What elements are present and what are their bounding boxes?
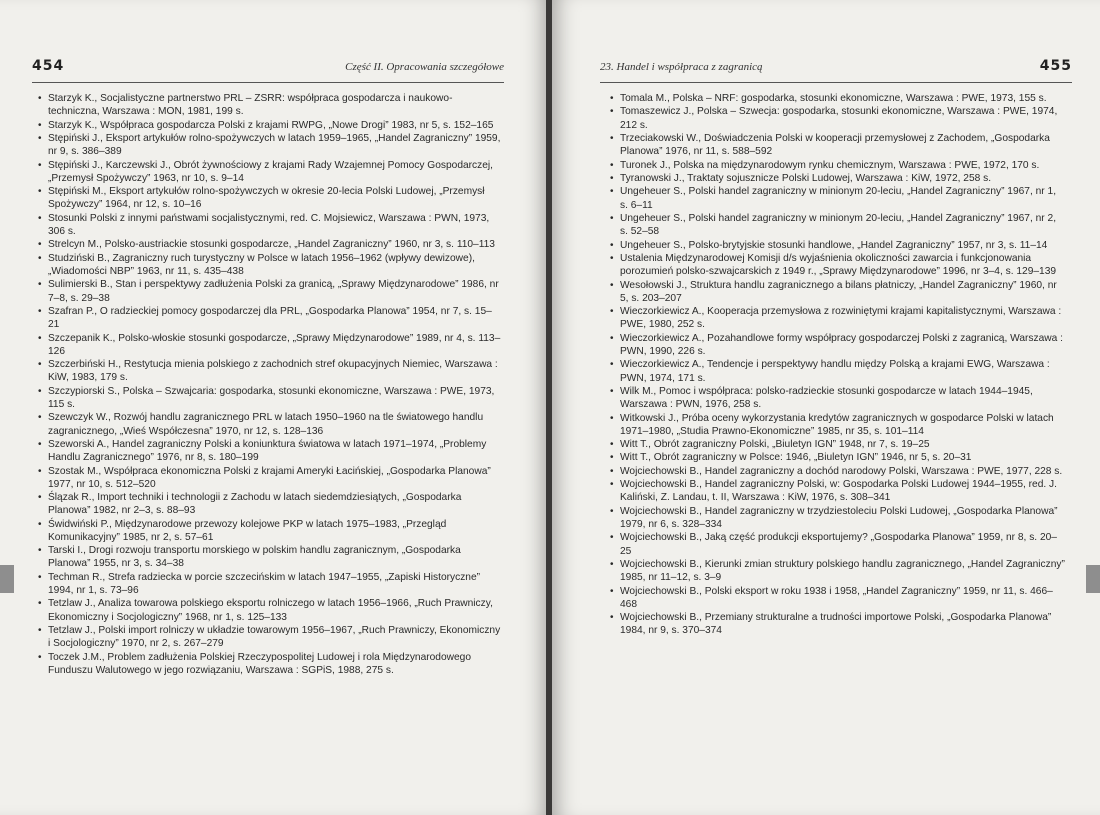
thumb-index-tab: [1086, 565, 1100, 593]
entry-text: Studziński B., Zagraniczny ruch turystyczny w Polsce w latach 1956–1962 (wpływy dewizowe), „Wiadomości NBP” 1963, nr 11, s. 435–438: [48, 252, 475, 277]
bibliography-entry: [610, 451, 1066, 464]
entry-text: Stępiński J., Eksport artykułów rolno-spożywczych w latach 1959–1965, „Handel Zagraniczny” 1959, nr 9, s. 386–389: [48, 132, 501, 158]
bullet-icon: •: [610, 212, 614, 224]
bibliography-entry: [610, 505, 1066, 531]
bibliography-entry: [38, 385, 502, 411]
bullet-icon: •: [610, 132, 614, 144]
left-page-header: [32, 58, 504, 83]
bibliography-entry: [38, 305, 502, 331]
bullet-icon: •: [38, 159, 42, 171]
bibliography-entry: [610, 358, 1066, 384]
bullet-icon: •: [610, 452, 614, 464]
bibliography-entry: [38, 651, 502, 677]
bullet-icon: •: [610, 465, 614, 477]
bullet-icon: •: [610, 186, 614, 198]
bibliography-entry: [610, 92, 1066, 105]
entry-text: Sulimierski B., Stan i perspektywy zadłużenia Polski za granicą, „Sprawy Międzynarodowe” 1986, nr 7–8, s. 29–38: [48, 279, 499, 304]
bibliography-entry: [38, 212, 502, 238]
bullet-icon: •: [38, 252, 42, 264]
entry-text: Wojciechowski B., Handel zagraniczny Polski, w: Gospodarka Polski Ludowej 1944–1955, red. J. Kaliński, Z. Landau, t. II, Warszawa : KiW, 1976, s. 308–341: [620, 479, 1057, 504]
bullet-icon: •: [610, 239, 614, 251]
entry-text: Szczypiorski S., Polska – Szwajcaria: gospodarka, stosunki ekonomiczne, Warszawa : PWE, 1973, 115 s.: [48, 385, 495, 410]
bullet-icon: •: [38, 305, 42, 317]
entry-text: Szeworski A., Handel zagraniczny Polski a koniunktura światowa w latach 1971–1974, „Problemy Handlu Zagranicznego” 1976, nr 8, s. 180–199: [48, 438, 487, 464]
bibliography-entry: [610, 159, 1066, 172]
bibliography-entry: [610, 172, 1066, 185]
bibliography-entry: [38, 411, 502, 437]
bullet-icon: •: [38, 651, 42, 663]
entry-text: Stosunki Polski z innymi państwami socjalistycznymi, red. C. Mojsiewicz, Warszawa : PWN, 1973, 306 s.: [48, 212, 490, 237]
bullet-icon: •: [610, 479, 614, 491]
bibliography-entry: [38, 159, 502, 185]
entry-text: Ślązak R., Import techniki i technologii z Zachodu w latach siedemdziesiątych, „Gospodarka Planowa” 1982, nr 2–3, s. 88–93: [48, 492, 462, 517]
entry-text: Stępiński M., Eksport artykułów rolno-spożywczych w okresie 20-lecia Polski Ludowej, „Przemysł Spożywczy” 1964, nr 12, s. 10–16: [48, 186, 485, 211]
entry-text: Strelcyn M., Polsko-austriackie stosunki gospodarcze, „Handel Zagraniczny” 1960, nr 3, s. 110–113: [48, 239, 495, 251]
bibliography-entry: [610, 332, 1066, 358]
entry-text: Ungeheuer S., Polsko-brytyjskie stosunki handlowe, „Handel Zagraniczny” 1957, nr 3, s. 11–14: [620, 239, 1048, 251]
bullet-icon: •: [610, 106, 614, 118]
bibliography-entry: [38, 185, 502, 211]
entry-text: Tyranowski J., Traktaty sojusznicze Polski Ludowej, Warszawa : KiW, 1972, 258 s.: [620, 172, 992, 184]
entry-text: Wesołowski J., Struktura handlu zagranicznego a bilans płatniczy, „Handel Zagraniczny” 1960, nr 5, s. 203–207: [620, 279, 1057, 304]
bullet-icon: •: [38, 625, 42, 637]
entry-text: Szafran P., O radzieckiej pomocy gospodarczej dla PRL, „Gospodarka Planowa” 1954, nr 7, s. 15–21: [48, 305, 492, 331]
entry-text: Tetzlaw J., Analiza towarowa polskiego eksportu rolniczego w latach 1956–1966, „Ruch Prawniczy, Ekonomiczny i Socjologiczny” 1968, nr 1, s. 125–133: [48, 598, 493, 623]
bibliography-entry: [610, 465, 1066, 478]
bullet-icon: •: [38, 279, 42, 291]
right-page-header: [600, 58, 1072, 83]
bullet-icon: •: [610, 612, 614, 624]
bibliography-entry: [610, 252, 1066, 278]
bullet-icon: •: [610, 279, 614, 291]
entry-text: Wieczorkiewicz A., Kooperacja przemysłowa z rozwiniętymi krajami kapitalistycznymi, Warszawa : PWE, 1980, 252 s.: [620, 306, 1062, 331]
bibliography-entry: [610, 412, 1066, 438]
running-head: 23. Handel i współpraca z zagranicą: [600, 61, 763, 73]
entry-text: Szczerbiński H., Restytucja mienia polskiego z zachodnich stref okupacyjnych Niemiec, Warszawa : KiW, 1983, 179 s.: [48, 359, 498, 384]
bullet-icon: •: [38, 412, 42, 424]
bullet-icon: •: [610, 159, 614, 171]
bullet-icon: •: [610, 252, 614, 264]
bibliography-list: [38, 92, 502, 677]
thumb-index-tab: [0, 565, 14, 593]
bullet-icon: •: [610, 412, 614, 424]
right-page: [552, 0, 1100, 815]
bullet-icon: •: [610, 172, 614, 184]
entry-text: Starzyk K., Współpraca gospodarcza Polski z krajami RWPG, „Nowe Drogi” 1983, nr 5, s. 152–165: [48, 119, 494, 131]
bullet-icon: •: [610, 93, 614, 104]
bullet-icon: •: [610, 332, 614, 344]
bullet-icon: •: [38, 492, 42, 504]
bibliography-entry: [38, 597, 502, 623]
entry-text: Świdwiński P., Międzynarodowe przewozy kolejowe PKP w latach 1975–1983, „Przegląd Komunikacyjny” 1985, nr 2, s. 57–61: [48, 518, 447, 543]
entry-text: Wieczorkiewicz A., Tendencje i perspektywy handlu między Polską a krajami EWG, Warszawa : PWN, 1974, 171 s.: [620, 359, 1050, 384]
bibliography-entry: [610, 305, 1066, 331]
bullet-icon: •: [38, 385, 42, 397]
bullet-icon: •: [610, 385, 614, 397]
entry-text: Tarski I., Drogi rozwoju transportu morskiego w polskim handlu zagranicznym, „Gospodarka Planowa” 1955, nr 3, s. 34–38: [48, 545, 461, 570]
entry-text: Ungeheuer S., Polski handel zagraniczny w minionym 20-leciu, „Handel Zagraniczny” 1967, nr 1, s. 6–11: [620, 186, 1057, 211]
entry-text: Wojciechowski B., Kierunki zmian struktury polskiego handlu zagranicznego, „Handel Zagraniczny” 1985, nr 11–12, s. 3–9: [620, 559, 1065, 584]
bibliography-entry: [610, 212, 1066, 238]
entry-text: Trzeciakowski W., Doświadczenia Polski w kooperacji przemysłowej z Zachodem, „Gospodarka Planowa” 1976, nr 11, s. 588–592: [620, 132, 1050, 158]
bibliography-entry: [610, 478, 1066, 504]
entry-text: Techman R., Strefa radziecka w porcie szczecińskim w latach 1947–1955, „Zapiski Historyczne” 1994, nr 1, s. 73–96: [48, 571, 481, 597]
bibliography-entry: [610, 239, 1066, 252]
entry-text: Tomala M., Polska – NRF: gospodarka, stosunki ekonomiczne, Warszawa : PWE, 1973, 155 s.: [620, 93, 1047, 104]
bibliography-entry: [38, 278, 502, 304]
bibliography-entry: [610, 531, 1066, 557]
bibliography-entry: [610, 132, 1066, 158]
entry-text: Wojciechowski B., Polski eksport w roku 1938 i 1958, „Handel Zagraniczny” 1959, nr 11, s. 466–468: [620, 585, 1053, 610]
bullet-icon: •: [38, 332, 42, 344]
bibliography-entry: [610, 279, 1066, 305]
entry-text: Tetzlaw J., Polski import rolniczy w układzie towarowym 1956–1967, „Ruch Prawniczy, Ekonomiczny i Socjologiczny” 1970, nr 2, s. 267–279: [48, 625, 501, 650]
entry-text: Wieczorkiewicz A., Pozahandlowe formy współpracy gospodarczej Polski z zagranicą, Warszawa : PWN, 1990, 226 s.: [620, 332, 1063, 357]
bibliography-entry: [610, 585, 1066, 611]
bullet-icon: •: [610, 306, 614, 318]
entry-text: Starzyk K., Socjalistyczne partnerstwo PRL – ZSRR: współpraca gospodarcza i naukowo-techniczna, Warszawa : MON, 1981, 199 s.: [48, 93, 453, 118]
page-number: 454: [32, 58, 65, 74]
bullet-icon: •: [38, 212, 42, 224]
bibliography-entry: [610, 185, 1066, 211]
entry-text: Wojciechowski B., Przemiany strukturalne a trudności importowe Polski, „Gospodarka Planowa” 1984, nr 9, s. 370–374: [620, 612, 1052, 637]
entry-text: Stępiński J., Karczewski J., Obrót żywnościowy z krajami Rady Wzajemnej Pomocy Gospodarczej, „Przemysł Spożywczy” 1963, nr 10, s. 9–14: [48, 159, 493, 184]
bibliography-entry: [38, 518, 502, 544]
bullet-icon: •: [38, 571, 42, 583]
entry-text: Wojciechowski B., Handel zagraniczny w trzydziestoleciu Polski Ludowej, „Gospodarka Planowa” 1979, nr 6, s. 328–334: [620, 505, 1058, 531]
page-number: 455: [1039, 58, 1072, 74]
entry-text: Ungeheuer S., Polski handel zagraniczny w minionym 20-leciu, „Handel Zagraniczny” 1967, nr 2, s. 52–58: [620, 212, 1057, 238]
bibliography-entry: [38, 332, 502, 358]
bibliography-entry: [38, 624, 502, 650]
entry-text: Wojciechowski B., Jaką część produkcji eksportujemy? „Gospodarka Planowa” 1959, nr 8, s. 20–25: [620, 532, 1057, 557]
bibliography-entry: [38, 132, 502, 158]
bullet-icon: •: [610, 439, 614, 451]
bibliography-entry: [610, 558, 1066, 584]
bullet-icon: •: [610, 559, 614, 571]
bullet-icon: •: [38, 186, 42, 198]
entry-text: Turonek J., Polska na międzynarodowym rynku chemicznym, Warszawa : PWE, 1972, 170 s.: [620, 159, 1040, 171]
bullet-icon: •: [38, 598, 42, 610]
bibliography-entry: [38, 491, 502, 517]
bibliography-entry: [38, 571, 502, 597]
bibliography-entry: [610, 438, 1066, 451]
entry-text: Toczek J.M., Problem zadłużenia Polskiej Rzeczypospolitej Ludowej i rola Międzynarodowego Funduszu Walutowego w jego rozwiązaniu, Warszawa : SGPiS, 1988, 275 s.: [48, 651, 471, 676]
bibliography-entry: [38, 238, 502, 251]
bibliography-entry: [38, 544, 502, 570]
bibliography-list: [610, 92, 1066, 638]
entry-text: Szewczyk W., Rozwój handlu zagranicznego PRL w latach 1950–1960 na tle światowego handlu zagranicznego, „Wieś Współczesna” 1970, nr 12, s. 128–136: [48, 412, 484, 437]
entry-text: Ustalenia Międzynarodowej Komisji d/s wyjaśnienia okoliczności zawarcia i funkcjonowania porozumień polsko-szwajcarskich z 1949 r., „Sprawy Międzynarodowe” 1996, nr 3–4, s. 129–139: [620, 252, 1057, 278]
entry-text: Szostak M., Współpraca ekonomiczna Polski z krajami Ameryki Łacińskiej, „Gospodarka Planowa” 1977, nr 10, s. 512–520: [48, 465, 491, 490]
bullet-icon: •: [38, 119, 42, 131]
entry-text: Szczepanik K., Polsko-włoskie stosunki gospodarcze, „Sprawy Międzynarodowe” 1989, nr 4, s. 113–126: [48, 332, 501, 357]
entry-text: Witt T., Obrót zagraniczny Polski, „Biuletyn IGN” 1948, nr 7, s. 19–25: [620, 439, 930, 451]
bullet-icon: •: [38, 438, 42, 450]
bullet-icon: •: [38, 465, 42, 477]
bullet-icon: •: [38, 359, 42, 371]
bibliography-entry: [38, 92, 502, 118]
bullet-icon: •: [38, 132, 42, 144]
bibliography-entry: [610, 385, 1066, 411]
bibliography-entry: [38, 119, 502, 132]
bullet-icon: •: [38, 93, 42, 104]
bullet-icon: •: [610, 585, 614, 597]
bullet-icon: •: [610, 359, 614, 371]
bullet-icon: •: [610, 532, 614, 544]
bullet-icon: •: [38, 518, 42, 530]
bibliography-entry: [38, 438, 502, 464]
bullet-icon: •: [38, 545, 42, 557]
running-head: Część II. Opracowania szczegółowe: [345, 61, 504, 73]
entry-text: Wilk M., Pomoc i współpraca: polsko-radzieckie stosunki gospodarcze w latach 1944–1945, Warszawa : PWN, 1976, 258 s.: [620, 385, 1033, 411]
left-page: [0, 0, 548, 815]
entry-text: Witt T., Obrót zagraniczny w Polsce: 1946, „Biuletyn IGN” 1946, nr 5, s. 20–31: [620, 452, 972, 464]
bullet-icon: •: [610, 505, 614, 517]
bibliography-entry: [38, 358, 502, 384]
bullet-icon: •: [38, 239, 42, 251]
entry-text: Wojciechowski B., Handel zagraniczny a dochód narodowy Polski, Warszawa : PWE, 1977, 228 s.: [620, 465, 1063, 477]
bibliography-entry: [610, 105, 1066, 131]
bibliography-entry: [610, 611, 1066, 637]
bibliography-entry: [38, 252, 502, 278]
entry-text: Witkowski J., Próba oceny wykorzystania kredytów zagranicznych w gospodarce Polski w latach 1971–1980, „Studia Prawno-Ekonomiczne” 1985, nr 35, s. 101–114: [620, 412, 1054, 437]
bibliography-entry: [38, 465, 502, 491]
entry-text: Tomaszewicz J., Polska – Szwecja: gospodarka, stosunki ekonomiczne, Warszawa : PWE, 1974, 212 s.: [620, 106, 1058, 131]
